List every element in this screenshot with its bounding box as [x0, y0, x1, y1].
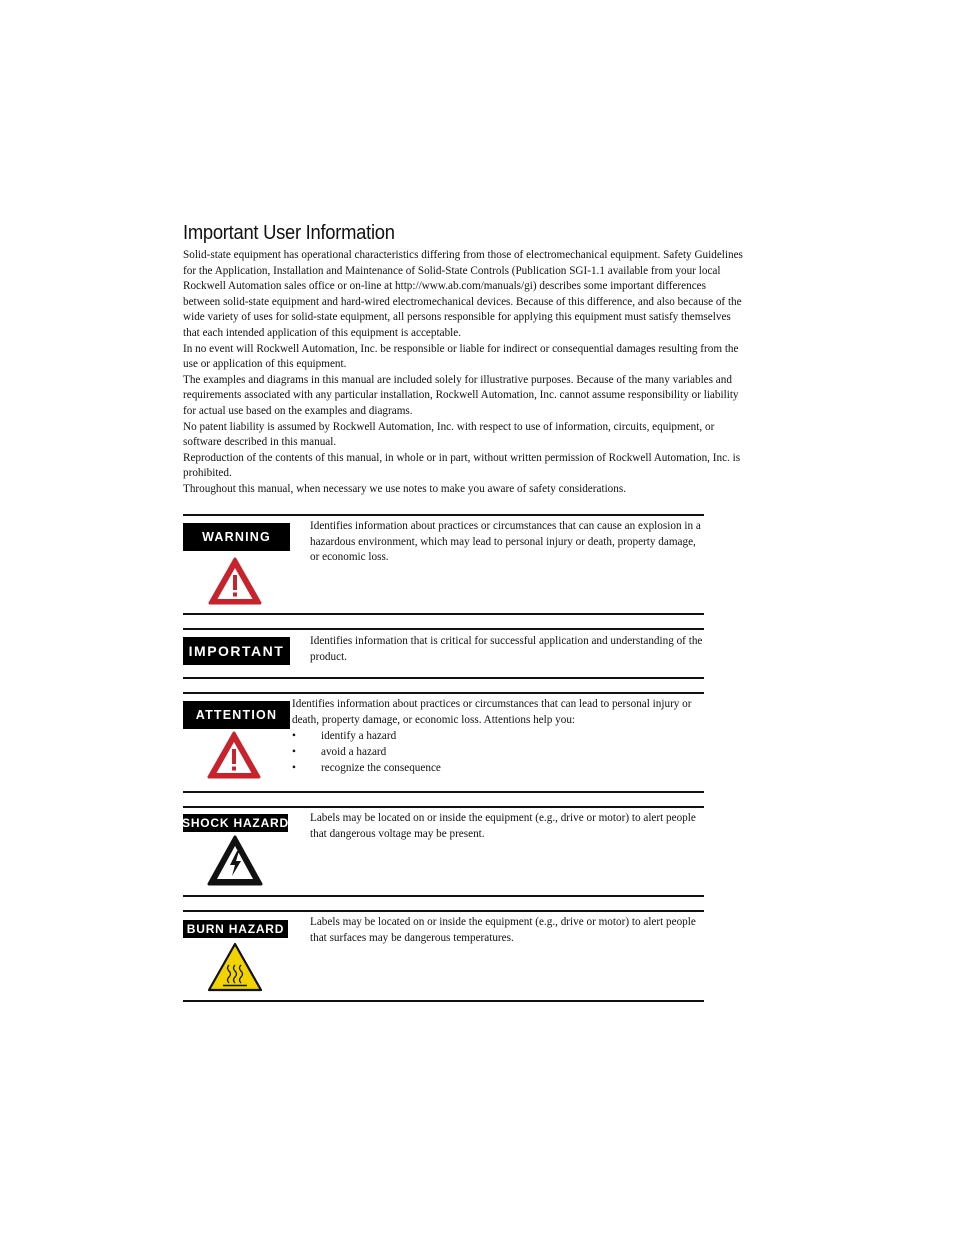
important-description: Identifies information that is critical for successful application and understanding of the product.: [310, 635, 703, 663]
attention-bullet-list: [292, 728, 441, 776]
list-item: • identify a hazard: [292, 728, 441, 744]
shock-hazard-badge: SHOCK HAZARD: [182, 816, 289, 830]
intro-paragraph: Reproduction of the contents of this manual, in whole or in part, without written permission of Rockwell Automation, Inc. is prohibited.: [183, 451, 741, 480]
intro-paragraph: Solid-state equipment has operational characteristics differing from those of electromechanical equipment. Safety Guidelines for the Application, Installation and Maintenance of Solid-State Controls (Publication SGI-1.1 available from your local Rockwell Automation sales office or on-line at http://www.ab.com/manuals/gi) describes some important differences between solid-state equipment and hard-wired electromechanical devices. Because of this difference, and also because of the wide variety of uses for solid-state equipment, all persons responsible for applying this equipment must satisfy themselves that each intended application of this equipment is acceptable.: [183, 249, 743, 339]
important-notice: [183, 628, 704, 679]
attention-description: Identifies information about practices or circumstances that can lead to personal injury or death, property damage, or economic loss. Attentions help you:: [292, 698, 692, 726]
intro-text: [183, 248, 745, 498]
hot-surface-icon: [206, 941, 264, 994]
electric-shock-icon: [206, 834, 264, 888]
intro-paragraph: The examples and diagrams in this manual are included solely for illustrative purposes. Because of the many variables and requirements associated with any particular installation, Rockwell Automation, Inc. cannot assume responsibility or liability for actual use based on the examples and diagrams.: [183, 373, 739, 417]
warning-badge: WARNING: [183, 523, 290, 551]
list-item: • avoid a hazard: [292, 744, 441, 760]
warning-triangle-icon: [206, 730, 262, 780]
burn-hazard-notice: [183, 910, 704, 1002]
intro-paragraph: No patent liability is assumed by Rockwell Automation, Inc. with respect to use of information, circuits, equipment, or software described in this manual.: [183, 420, 715, 449]
warning-notice: [183, 514, 704, 615]
intro-paragraph: Throughout this manual, when necessary we use notes to make you aware of safety considerations.: [183, 482, 627, 495]
page-title: Important User Information: [183, 222, 395, 244]
burn-hazard-badge: BURN HAZARD: [183, 920, 288, 938]
list-item: • recognize the consequence: [292, 760, 441, 776]
warning-description: Identifies information about practices or circumstances that can cause an explosion in a hazardous environment, which may lead to personal injury or death, property damage, or economic loss.: [310, 520, 701, 564]
warning-triangle-icon: [207, 556, 263, 606]
attention-notice: [183, 692, 704, 793]
intro-paragraph: In no event will Rockwell Automation, Inc. be responsible or liable for indirect or consequential damages resulting from the use or application of this equipment.: [183, 342, 739, 371]
shock-hazard-notice: [183, 806, 704, 897]
important-badge: IMPORTANT: [183, 637, 290, 665]
shock-hazard-description: Labels may be located on or inside the equipment (e.g., drive or motor) to alert people that dangerous voltage may be present.: [310, 812, 696, 840]
burn-hazard-description: Labels may be located on or inside the equipment (e.g., drive or motor) to alert people that surfaces may be dangerous temperatures.: [310, 916, 696, 944]
attention-badge: ATTENTION: [183, 701, 290, 729]
